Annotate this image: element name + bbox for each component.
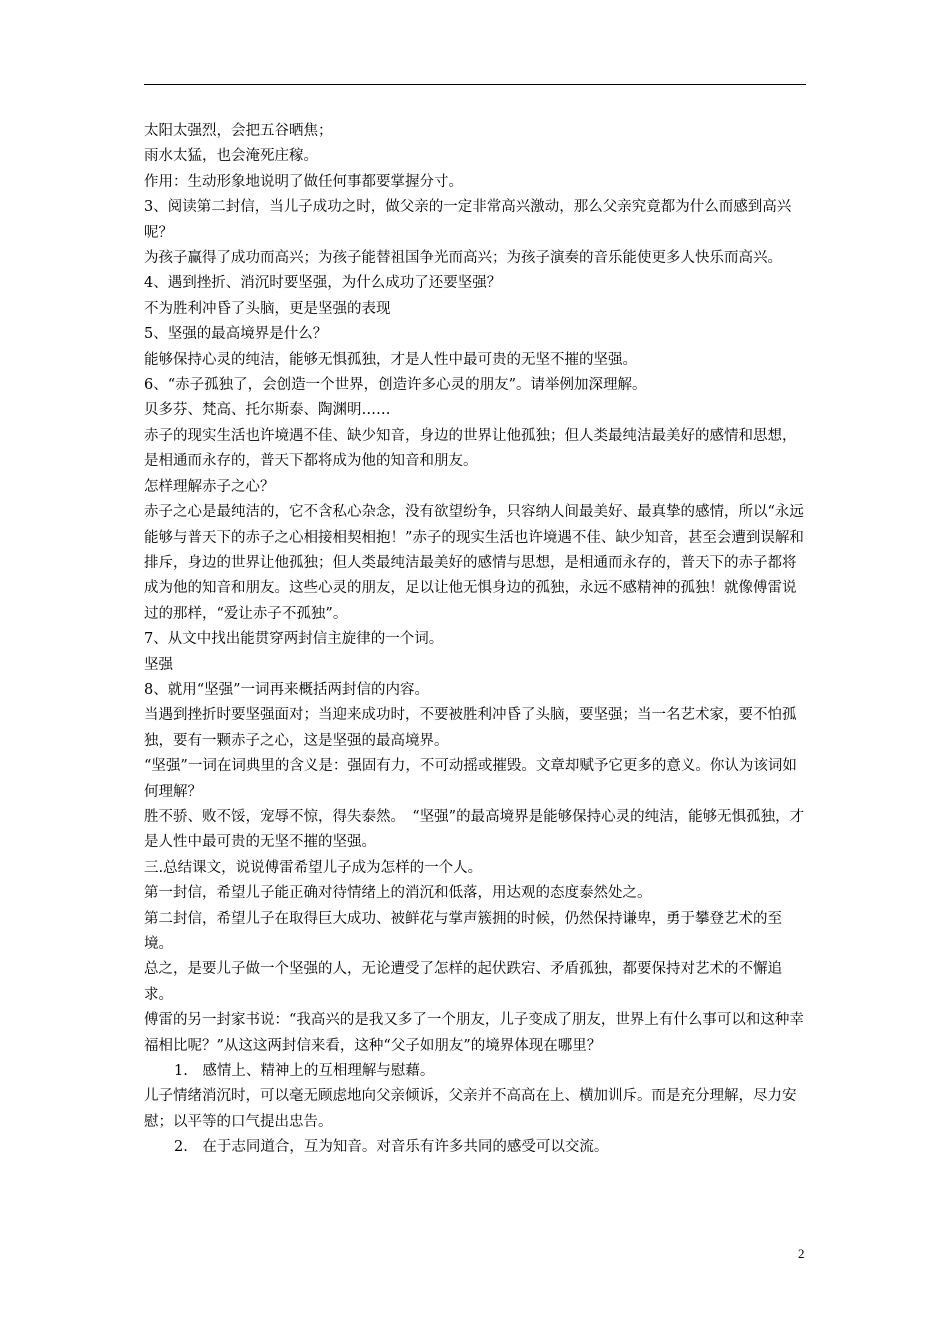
answer-3: 为孩子赢得了成功而高兴；为孩子能替祖国争光而高兴；为孩子演奏的音乐能使更多人快乐而高兴。 [144,250,782,267]
answer-4: 不为胜利冲昏了头脑，更是坚强的表现 [144,300,391,317]
document-body [144,119,808,1161]
paragraph: 雨水太猛，也会淹死庄稼。 [144,148,318,165]
summary-letter-1: 第一封信，希望儿子能正确对待情绪上的消沉和低落，用达观的态度泰然处之。 [144,885,652,902]
question-jianqiang: “坚强”一词在词典里的含义是：强固有力，不可动摇或摧毁。文章却赋予它更多的意义。你认为该词如何理解？ [144,758,797,800]
question-8: 8、就用“坚强”一词再来概括两封信的内容。 [144,681,430,698]
question-4: 4、遇到挫折、消沉时要坚强，为什么成功了还要坚强？ [144,275,502,292]
header-rule [144,84,806,85]
answer-jianqiang: 胜不骄、败不馁，宠辱不惊，得失泰然。 “坚强”的最高境界是能够保持心灵的纯洁，能够无惧孤独，才是人性中最可贵的无坚不摧的坚强。 [144,808,805,851]
answer-6: 赤子的现实生活也许境遇不佳、缺少知音，身边的世界让他孤独；但人类最纯洁最美好的感情和思想，是相通而永存的，普天下都将成为他的知音和朋友。 [144,427,797,470]
question-5: 5、坚强的最高境界是什么？ [144,326,328,343]
list-item-1: 1. 感情上、精神上的互相理解与慰藉。 [174,1063,435,1080]
summary-letter-2: 第二封信，希望儿子在取得巨大成功、被鲜花与掌声簇拥的时候，仍然保持谦卑，勇于攀登艺术的至境。 [144,910,782,952]
question-friends: 傅雷的另一封家书说：“我高兴的是我又多了一个朋友，儿子变成了朋友，世界上有什么事可以和这种幸福相比呢？”从这这两封信来看，这种“父子如朋友”的境界体现在哪里？ [144,1012,804,1054]
answer-8: 当遇到挫折时要坚强面对；当迎来成功时，不要被胜利冲昏了头脑，要坚强；当一名艺术家，要不怕孤独，要有一颗赤子之心，这是坚强的最高境界。 [144,707,797,749]
question-chizi: 怎样理解赤子之心？ [144,478,275,495]
page-number: 2 [798,1246,805,1261]
list-item-2: 2. 在于志同道合，互为知音。对音乐有许多共同的感受可以交流。 [174,1139,609,1156]
question-7: 7、从文中找出能贯穿两封信主旋律的一个词。 [144,631,444,648]
list-item-1-detail: 儿子情绪消沉时，可以毫无顾虑地向父亲倾诉，父亲并不高高在上、横加训斥。而是充分理解，尽力安慰；以平等的口气提出忠告。 [144,1088,797,1130]
answer-5: 能够保持心灵的纯洁，能够无惧孤独，才是人性中最可贵的无坚不摧的坚强。 [144,351,637,368]
paragraph: 作用：生动形象地说明了做任何事都要掌握分寸。 [144,173,463,190]
paragraph: 太阳太强烈，会把五谷晒焦； [144,123,333,139]
answer-chizi: 赤子之心是最纯洁的，它不含私心杂念，没有欲望纷争，只容纳人间最美好、最真挚的感情，所以“永远能够与普天下的赤子之心相接相契相抱！”赤子的现实生活也许境遇不佳、缺少知音，甚至会遭到误解和排斥，身边的世界让他孤独；但人类最纯洁最美好的感情与思想，是相通而永存的，普天下的赤子都将成为他的知音和朋友。这些心灵的朋友，足以让他无惧身边的孤独，永远不感精神的孤独！就像傅雷说过的那样，“爱让赤子不孤独”。 [144,504,804,622]
answer-7: 坚强 [144,656,173,673]
summary-conclusion: 总之，是要儿子做一个坚强的人，无论遭受了怎样的起伏跌宕、矛盾孤独，都要保持对艺术的不懈追求。 [144,961,782,1003]
section-summary-heading: 三.总结课文，说说傅雷希望儿子成为怎样的一个人。 [144,859,483,876]
question-3: 3、阅读第二封信，当儿子成功之时，做父亲的一定非常高兴激动，那么父亲究竟都为什么而感到高兴呢？ [144,199,792,241]
answer-6-examples: 贝多芬、梵高、托尔斯泰、陶渊明…… [144,402,391,419]
question-6: 6、“赤子孤独了，会创造一个世界，创造许多心灵的朋友”。请举例加深理解。 [144,377,647,394]
